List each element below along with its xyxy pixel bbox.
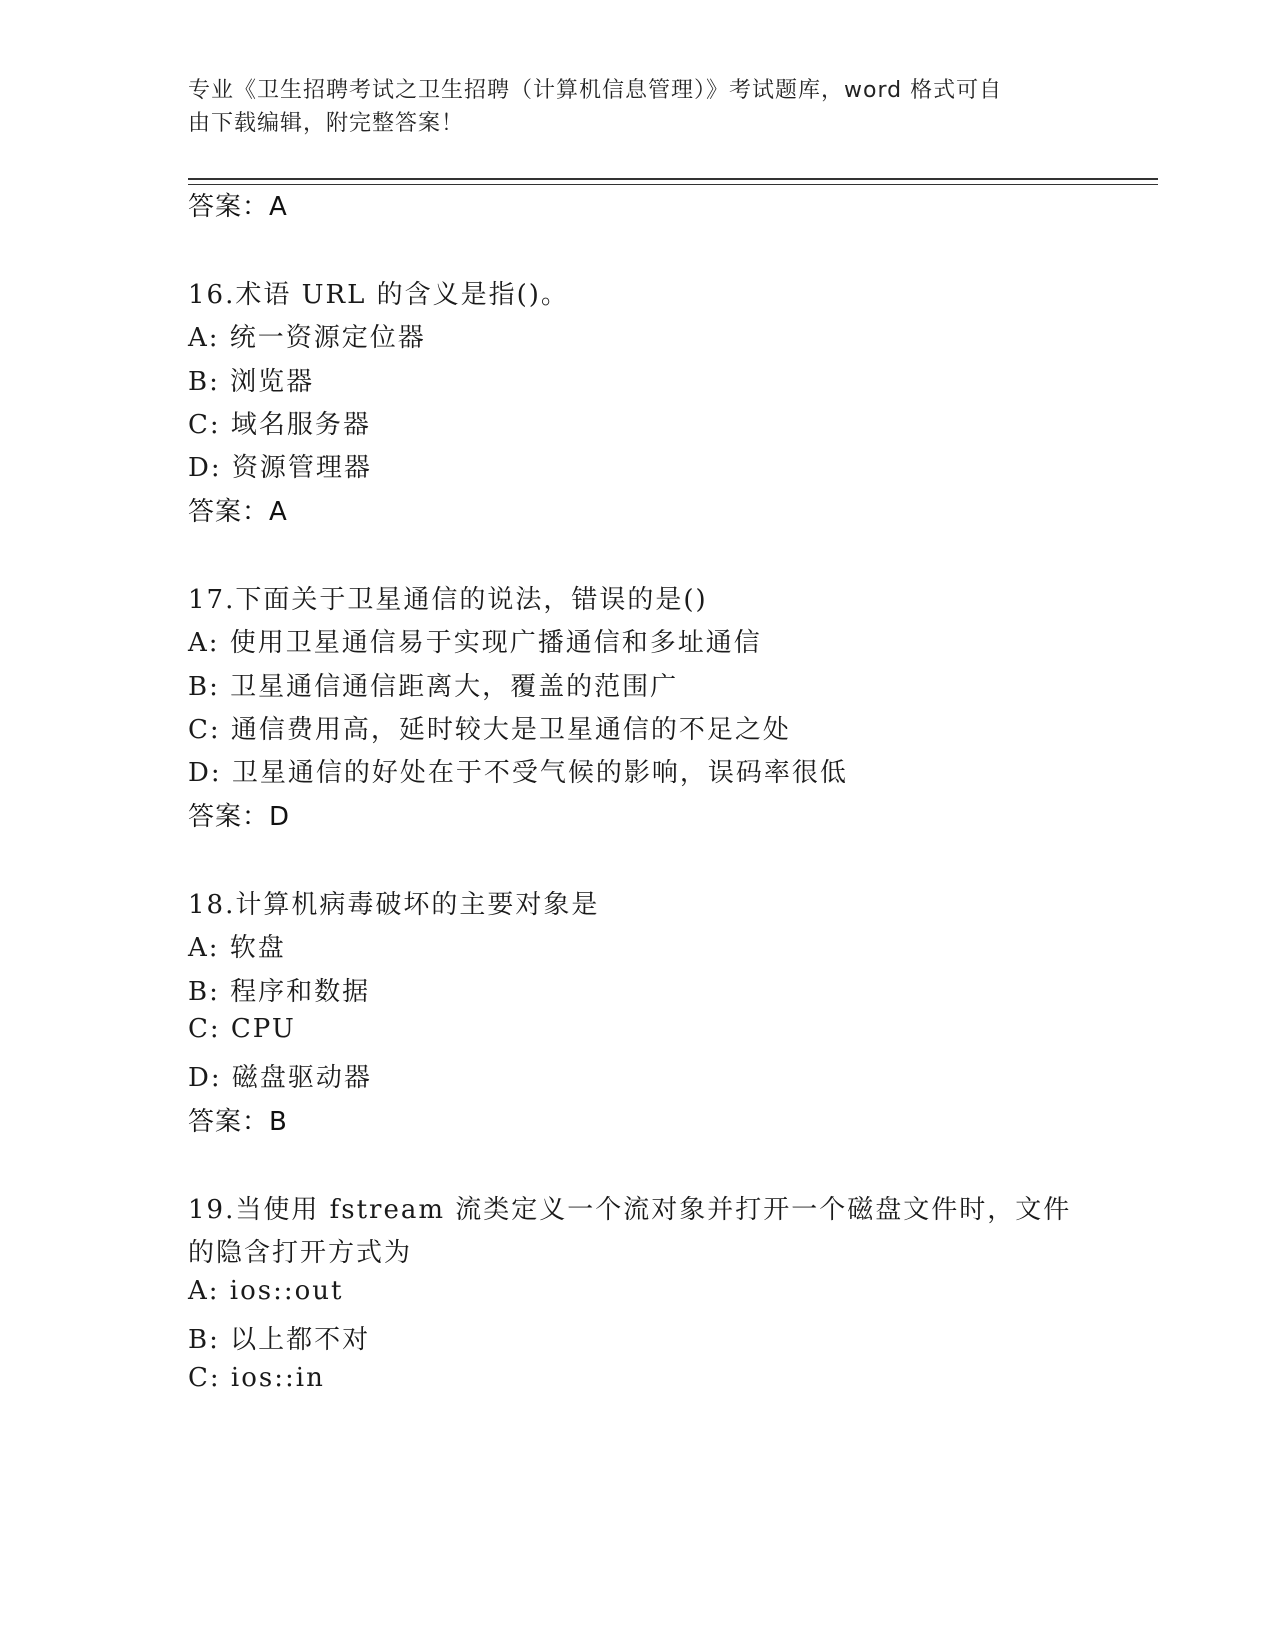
question-17-option-d: D: 卫星通信的好处在于不受气候的影响，误码率很低: [188, 758, 848, 788]
question-16-option-b: B: 浏览器: [188, 367, 315, 397]
question-16-answer: 答案：A: [188, 497, 288, 527]
question-19-stem-line-2: 的隐含打开方式为: [188, 1238, 413, 1268]
question-18-answer: 答案：B: [188, 1107, 288, 1137]
header-line-1: 专业《卫生招聘考试之卫生招聘（计算机信息管理）》考试题库，word 格式可自: [188, 78, 1003, 103]
question-17-option-b: B: 卫星通信通信距离大，覆盖的范围广: [188, 672, 679, 702]
question-17-stem: 17.下面关于卫星通信的说法，错误的是(): [188, 585, 708, 615]
header-divider-thick: [188, 178, 1158, 180]
question-16-option-a: A: 统一资源定位器: [188, 323, 426, 353]
question-16-option-d: D: 资源管理器: [188, 453, 372, 483]
question-18-stem: 18.计算机病毒破坏的主要对象是: [188, 890, 600, 920]
question-17-answer: 答案：D: [188, 802, 291, 832]
question-18-option-a: A: 软盘: [188, 933, 286, 963]
question-18-option-c: C: CPU: [188, 1014, 296, 1044]
header-line-2: 由下载编辑，附完整答案！: [188, 111, 465, 136]
question-19-option-c: C: ios::in: [188, 1363, 325, 1393]
question-16-stem: 16.术语 URL 的含义是指()。: [188, 280, 569, 310]
question-17-option-c: C: 通信费用高，延时较大是卫星通信的不足之处: [188, 715, 791, 745]
question-19-option-a: A: ios::out: [188, 1276, 344, 1306]
question-18-option-b: B: 程序和数据: [188, 977, 371, 1007]
question-18-option-d: D: 磁盘驱动器: [188, 1063, 372, 1093]
document-header: [188, 74, 1078, 140]
question-19-stem-line-1: 19.当使用 fstream 流类定义一个流对象并打开一个磁盘文件时，文件: [188, 1195, 1072, 1225]
header-divider-thin: [188, 184, 1158, 185]
question-16-option-c: C: 域名服务器: [188, 410, 371, 440]
question-19-option-b: B: 以上都不对: [188, 1325, 371, 1355]
question-17-option-a: A: 使用卫星通信易于实现广播通信和多址通信: [188, 628, 762, 658]
previous-answer: 答案：A: [188, 192, 288, 222]
